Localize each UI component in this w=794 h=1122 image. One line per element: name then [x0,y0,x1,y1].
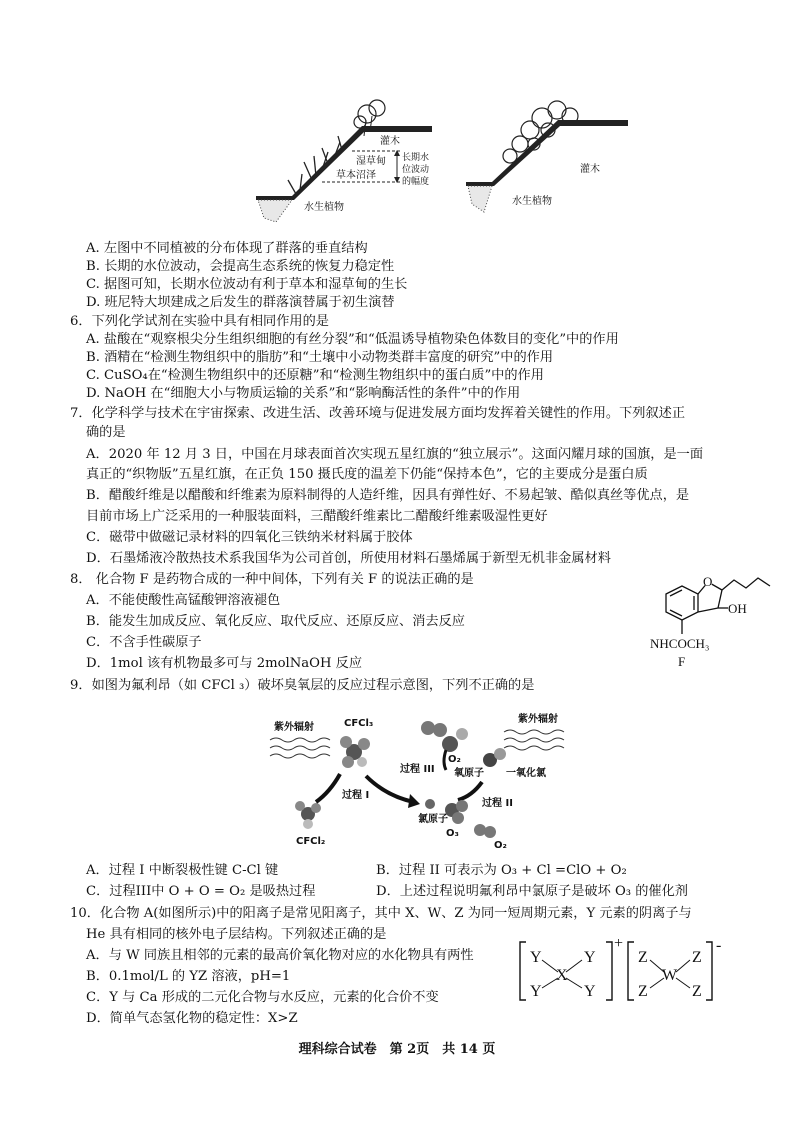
label-shrub: 灌木 [580,164,600,175]
q5-option-d: D. 班尼特大坝建成之后发生的群落演替属于初生演替 [86,295,395,310]
cfcl3-molecule [340,736,370,768]
label-fluct-3: 的幅度 [402,177,430,187]
label-herb-marsh: 草本沼泽 [336,170,376,181]
q9-option-a: A．过程 I 中断裂极性键 C-Cl 键 [86,863,279,878]
shrub-cluster-drawing [503,101,578,163]
cation-x: X [556,967,568,984]
left-vegetation-figure [252,96,452,236]
q9-option-c: C．过程III中 O + O = O₂ 是吸热过程 [86,884,316,899]
q7-option-c: C．磁带中做磁记录材料的四氧化三铁纳米材料属于胶体 [86,530,413,545]
process2-label: 过程 II [482,798,513,809]
q5-option-a: A. 左图中不同植被的分布体现了群落的垂直结构 [86,241,368,256]
q9-stem: 9．如图为氟利昂（如 CFCl ₃）破坏臭氧层的反应过程示意图，下列不正确的是 [70,678,535,693]
q6-option-c: C. CuSO₄在“检测生物组织中的还原糖”和“检测生物组织中的蛋白质”中的作用 [86,368,544,383]
q7-stem-2: 确的是 [86,425,126,440]
o3-molecule [445,800,468,824]
ozone-depletion-figure [268,712,578,852]
compound-name-label: F [678,654,686,669]
benzene-ring [666,586,698,620]
clo-label: 一氧化氯 [506,768,546,779]
clo-molecule [483,748,506,767]
q8-option-c: C．不含手性碳原子 [86,635,202,650]
q9-option-d: D．上述过程说明氟利昂中氯原子是破坏 O₃ 的催化剂 [376,884,688,899]
q5-option-c: C. 据图可知，长期水位波动有利于草本和湿草甸的生长 [86,277,408,292]
hydroxyl-label: OH [728,601,747,616]
label-shrub: 灌木 [380,136,400,147]
q8-stem: 8． 化合物 F 是药物合成的一种中间体，下列有关 F 的说法正确的是 [70,572,474,587]
substituent-label: NHCOCH₃ [650,636,710,651]
q8-option-d: D．1mol 该有机物最多可与 2molNaOH 反应 [86,656,363,671]
cfcl2-label: CFCl₂ [296,836,326,847]
q8-option-b: B．能发生加成反应、氧化反应、取代反应、还原反应、消去反应 [86,614,465,629]
o3-label: O₃ [446,828,459,839]
water-dots [468,186,492,212]
cfcl3-label: CFCl₃ [344,718,374,729]
label-wet-meadow: 湿草甸 [356,156,386,167]
label-aquatic: 水生植物 [304,202,344,213]
cation-y-br: Y [584,983,596,1000]
grass-drawing [288,136,342,194]
q7-option-a-1: A．2020 年 12 月 3 日，中国在月球表面首次实现五星红旗的“独立展示”。这面闪耀月球的国旗，是一面 [86,447,704,462]
cation-charge: + [614,936,624,952]
anion-z-br: Z [692,983,702,1000]
o2-top-molecule [421,721,468,752]
q10-option-d: D．简单气态氢化物的稳定性：X>Z [86,1011,298,1026]
cation-y-bl: Y [530,983,542,1000]
anion-z-tl: Z [638,949,648,966]
water-dots [258,200,292,222]
chlorine-atom [425,799,435,809]
q9-option-b: B．过程 II 可表示为 O₃ + Cl =ClO + O₂ [376,863,627,878]
process3-label: 过程 III [400,764,435,775]
q8-option-a: A．不能使酸性高锰酸钾溶液褪色 [86,593,281,608]
label-aquatic: 水生植物 [512,196,552,207]
slope-ground [256,126,432,200]
butyl-chain [722,578,770,590]
anion-w: W [662,967,678,984]
q10-option-a: A．与 W 同族且相邻的元素的最高价氧化物对应的水化物具有两性 [86,948,474,963]
uv-label-left: 紫外辐射 [274,722,314,733]
q6-stem: 6．下列化学试剂在实验中具有相同作用的是 [70,314,329,329]
slope-ground [466,120,628,186]
q10-stem-1: 10．化合物 A(如图所示)中的阳离子是常见阳离子，其中 X、W、Z 为同一短周期元素，Y 元素的阴离子与 [70,906,692,921]
label-fluct-2: 位波动 [402,165,430,175]
compound-f-structure [636,568,776,678]
o2-bottom-molecule [474,824,496,838]
q7-option-d: D．石墨烯液冷散热技术系我国华为公司首创，所使用材料石墨烯属于新型无机非金属材料 [86,551,611,566]
uv-waves-right [504,730,564,750]
q7-option-b-2: 目前市场上广泛采用的一种服装面料，三醋酸纤维素比二醋酸纤维素吸湿性更好 [86,509,548,524]
o2-bottom-label: O₂ [494,840,507,851]
q7-option-a-2: 真正的“织物版”五星红旗，在正负 150 摄氏度的温差下仍能“保持本色”，它的主要成分是蛋白质 [86,467,648,482]
uv-waves-left [270,738,330,758]
q6-option-a: A. 盐酸在“观察根尖分生组织细胞的有丝分裂”和“低温诱导植物染色体数目的变化”中的作用 [86,332,619,347]
right-vegetation-figure [462,100,632,235]
q6-option-d: D. NaOH 在“细胞大小与物质运输的关系”和“影响酶活性的条件”中的作用 [86,386,521,401]
uv-label-right: 紫外辐射 [518,714,558,725]
q7-option-b-1: B．醋酸纤维是以醋酸和纤维素为原料制得的人造纤维，因具有弹性好、不易起皱、酷似真丝等优点，是 [86,488,690,503]
q10-option-b: B．0.1mol/L 的 YZ 溶液，pH=1 [86,969,291,984]
anion-charge: - [716,937,722,954]
q5-option-b: B. 长期的水位波动，会提高生态系统的恢复力稳定性 [86,259,395,274]
cation-y-tl: Y [530,949,542,966]
q6-option-b: B. 酒精在“检测生物组织中的脂肪”和“土壤中小动物类群丰富度的研究”中的作用 [86,350,554,365]
o2-top-label: O₂ [448,754,461,765]
process2-arrow [458,782,482,800]
oxygen-atom: O [703,574,713,589]
q7-stem-1: 7．化学科学与技术在宇宙探索、改进生活、改善环境与促进发展方面均发挥着关键性的作用。下列叙述正 [70,406,686,421]
anion-z-tr: Z [692,949,702,966]
cation-y-tr: Y [584,949,596,966]
q10-stem-2: He 具有相同的核外电子层结构。下列叙述正确的是 [86,927,387,942]
process1-arrow [316,774,340,802]
process1-label: 过程 I [342,790,370,801]
q10-option-c: C．Y 与 Ca 形成的二元化合物与水反应，元素的化合价不变 [86,990,439,1005]
cfcl2-molecule [295,801,321,829]
page-footer: 理科综合试卷 第 2页 共 14 页 [298,1042,496,1057]
compound-a-structure [514,936,730,1006]
anion-z-bl: Z [638,983,648,1000]
label-fluct-1: 长期水 [402,153,430,163]
o-atom-label: 氧原子 [454,768,484,779]
cl-atom-label: 氯原子 [418,814,448,825]
